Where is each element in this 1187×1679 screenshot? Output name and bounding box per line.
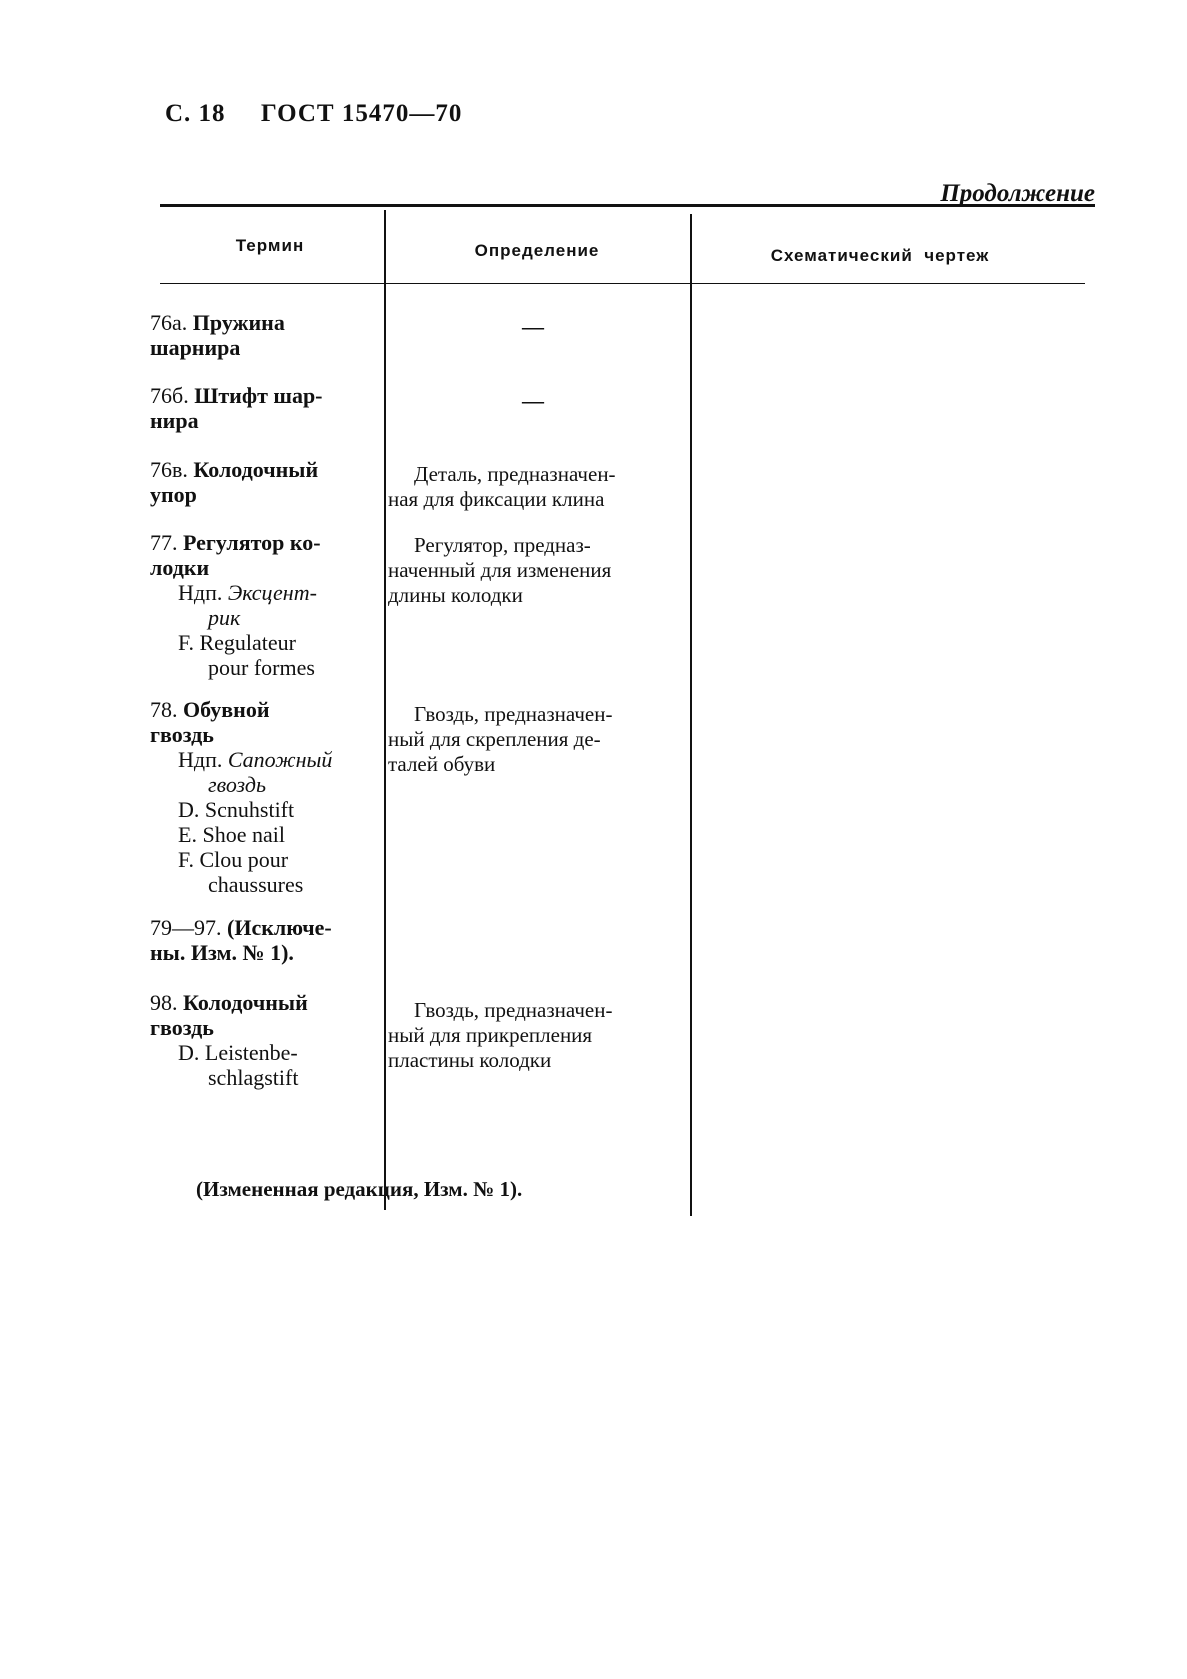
amendment-note: (Измененная редакция, Изм. № 1). [196, 1177, 523, 1201]
definition-dash: — [522, 314, 544, 339]
table-row: 98. Колодочный гвоздь D. Leistenbe- schlagstift [150, 990, 308, 1090]
table-row: 76б. Штифт шар- нира [150, 383, 323, 433]
definition-text: Регулятор, предназ- наченный для изменения длины колодки [388, 533, 612, 607]
definition-text: Деталь, предназначен- ная для фиксации клина [388, 462, 616, 511]
table-top-rule [160, 204, 1095, 207]
table-row: 78. Обувной гвоздь Ндп. Сапожный гвоздь D. Scnuhstift E. Shoe nail F. Clou pour chaussures [150, 697, 333, 897]
page-number: С. 18 [165, 100, 226, 127]
column-header-definition: Определение [474, 241, 600, 260]
standard-number: ГОСТ 15470—70 [260, 100, 463, 127]
table-row: 77. Регулятор ко- лодки Ндп. Эксцент- рик F. Regulateur pour formes [150, 530, 321, 680]
definition-text: Гвоздь, предназначен- ный для прикрепления пластины колодки [388, 998, 613, 1072]
column-header-drawing: Схематический чертеж [770, 246, 990, 265]
page-header [165, 100, 462, 128]
column-header-term: Термин [235, 236, 305, 255]
table-row: 76а. Пружина шарнира [150, 310, 285, 360]
definition-text: Гвоздь, предназначен- ный для скрепления де- талей обуви [388, 702, 613, 776]
header-bottom-rule [160, 283, 1085, 284]
continuation-label: Продолжение [940, 180, 1095, 207]
table-row: 76в. Колодочный упор [150, 457, 319, 507]
table-row: 79—97. (Исключе- ны. Изм. № 1). [150, 915, 332, 965]
column-divider-2 [690, 214, 692, 1216]
column-divider-1 [384, 210, 386, 1210]
definition-dash: — [522, 388, 544, 413]
